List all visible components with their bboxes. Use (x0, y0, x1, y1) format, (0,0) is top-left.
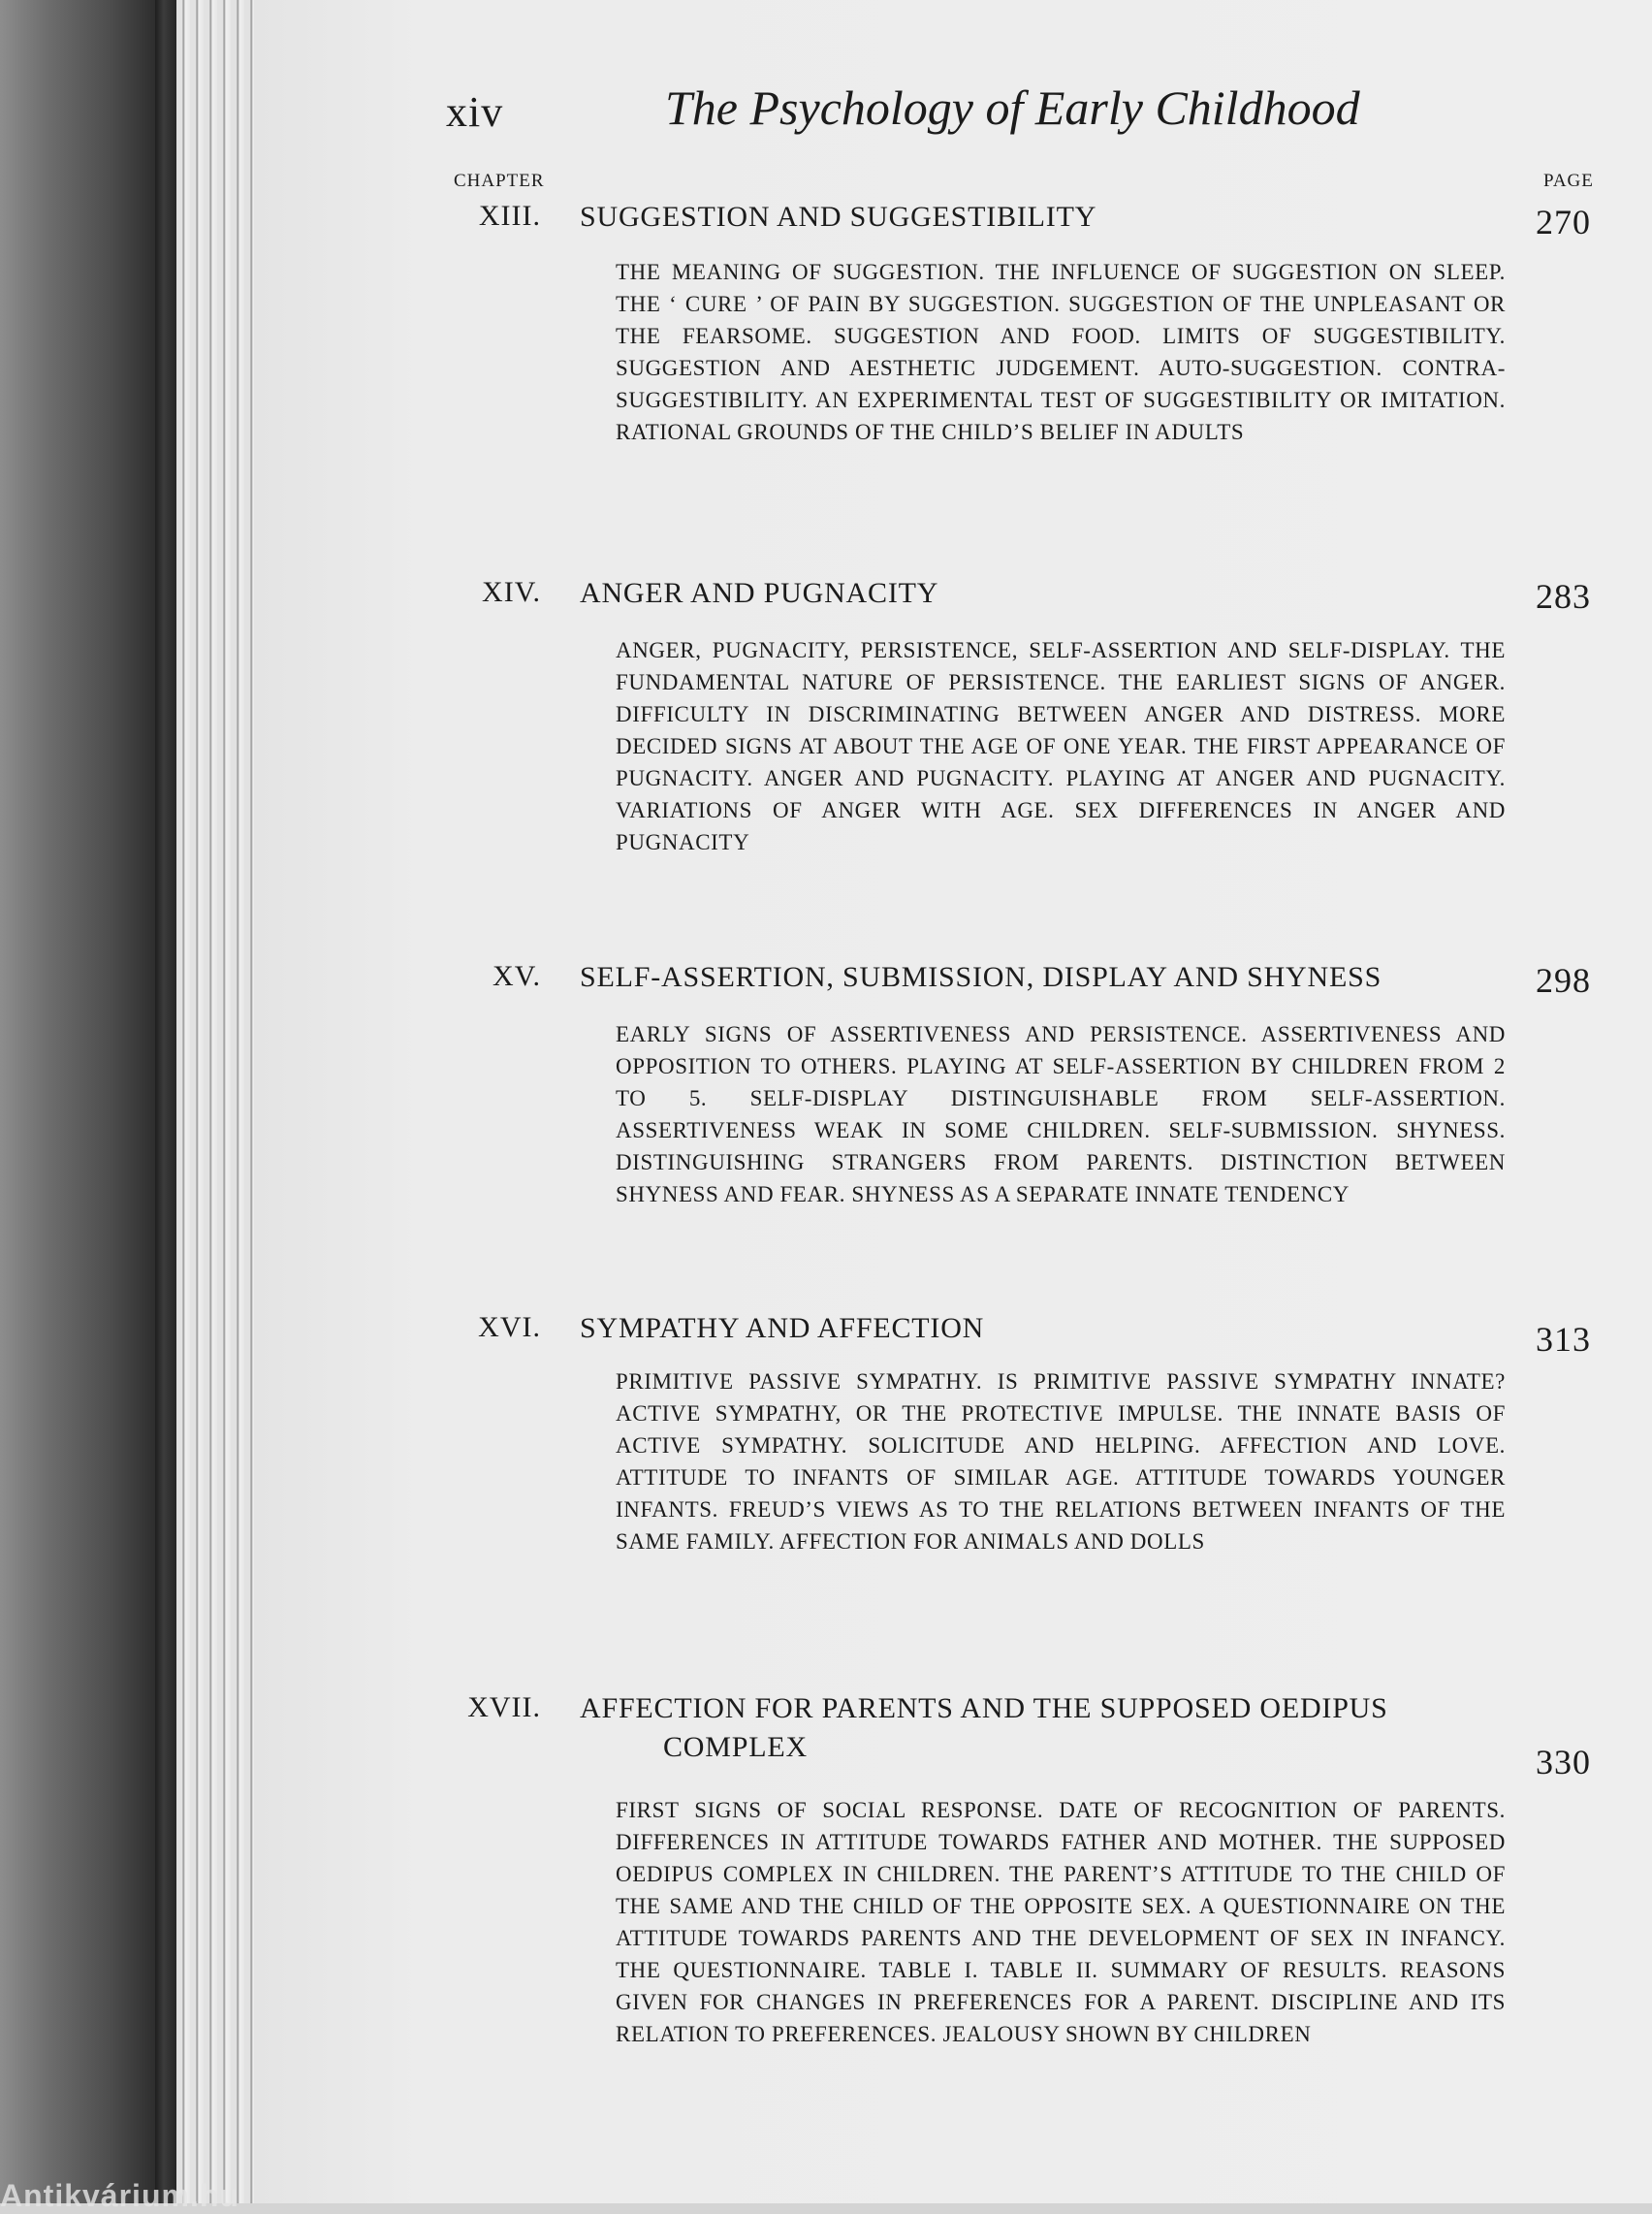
page-column-label: PAGE (1543, 171, 1594, 191)
chapter-title: ANGER AND PUGNACITY (580, 577, 939, 609)
background-surface (0, 0, 155, 2203)
chapter-title: SELF-ASSERTION, SUBMISSION, DISPLAY AND SHYNESS (580, 961, 1382, 993)
chapter-summary: FIRST SIGNS OF SOCIAL RESPONSE. DATE OF RECOGNITION OF PARENTS. DIFFERENCES IN ATTITUDE TOWARDS FATHER AND MOTHER. THE SUPPOSED OEDIPUS COMPLEX IN CHILDREN. THE PARENT’S ATTITUDE TO THE CHILD OF THE SAME AND THE CHILD OF THE OPPOSITE SEX. A QUESTIONNAIRE ON THE ATTITUDE TOWARDS PARENTS AND THE DEVELOPMENT OF SEX IN INFANCY. THE QUESTIONNAIRE. TABLE I. TABLE II. SUMMARY OF RESULTS. REASONS GIVEN FOR CHANGES IN PREFERENCES FOR A PARENT. DISCIPLINE AND ITS RELATION TO PREFERENCES. JEALOUSY SHOWN BY CHILDREN (616, 1798, 1506, 2046)
chapter-summary: THE MEANING OF SUGGESTION. THE INFLUENCE OF SUGGESTION ON SLEEP. THE ‘ CURE ’ OF PAIN BY SUGGESTION. SUGGESTION OF THE UNPLEASANT OR THE FEARSOME. SUGGESTION AND FOOD. LIMITS OF SUGGESTIBILITY. SUGGESTION AND AESTHETIC JUDGEMENT. AUTO-SUGGESTION. CONTRA-SUGGESTIBILITY. AN EXPERIMENTAL TEST OF SUGGESTIBILITY OR IMITATION. RATIONAL GROUNDS OF THE CHILD’S BELIEF IN ADULTS (616, 260, 1506, 444)
chapter-title-line: AFFECTION FOR PARENTS AND THE SUPPOSED OEDIPUS (580, 1692, 1388, 1724)
chapter-title: SYMPATHY AND AFFECTION (580, 1312, 985, 1344)
chapter-number: XIV. (482, 576, 541, 608)
running-title: The Psychology of Early Childhood (665, 80, 1360, 135)
chapter-number: XVII. (467, 1691, 541, 1723)
watermark: Antikvárium.hu (0, 2178, 239, 2213)
chapter-number: XVI. (478, 1311, 541, 1343)
page-number: 313 (1536, 1320, 1591, 1359)
page-number: 283 (1536, 577, 1591, 616)
chapter-summary: PRIMITIVE PASSIVE SYMPATHY. IS PRIMITIVE PASSIVE SYMPATHY INNATE? ACTIVE SYMPATHY, OR THE PROTECTIVE IMPULSE. THE INNATE BASIS OF ACTIVE SYMPATHY. SOLICITUDE AND HELPING. AFFECTION AND LOVE. ATTITUDE TO INFANTS OF SIMILAR AGE. ATTITUDE TOWARDS YOUNGER INFANTS. FREUD’S VIEWS AS TO THE RELATIONS BETWEEN INFANTS OF THE SAME FAMILY. AFFECTION FOR ANIMALS AND DOLLS (616, 1369, 1506, 1554)
book-spine (155, 0, 176, 2203)
chapter-title (580, 1689, 1510, 1767)
page-number: 270 (1536, 203, 1591, 241)
page-number: 330 (1536, 1743, 1591, 1781)
chapter-number: XV. (492, 960, 541, 992)
chapter-title: SUGGESTION AND SUGGESTIBILITY (580, 201, 1097, 233)
chapter-summary: ANGER, PUGNACITY, PERSISTENCE, SELF-ASSERTION AND SELF-DISPLAY. THE FUNDAMENTAL NATURE OF PERSISTENCE. THE EARLIEST SIGNS OF ANGER. DIFFICULTY IN DISCRIMINATING BETWEEN ANGER AND DISTRESS. MORE DECIDED SIGNS AT ABOUT THE AGE OF ONE YEAR. THE FIRST APPEARANCE OF PUGNACITY. ANGER AND PUGNACITY. PLAYING AT ANGER AND PUGNACITY. VARIATIONS OF ANGER WITH AGE. SEX DIFFERENCES IN ANGER AND PUGNACITY (616, 638, 1506, 854)
page-number: 298 (1536, 961, 1591, 1000)
chapter-number: XIII. (478, 200, 541, 232)
page-folio: xiv (446, 88, 504, 136)
chapter-summary: EARLY SIGNS OF ASSERTIVENESS AND PERSISTENCE. ASSERTIVENESS AND OPPOSITION TO OTHERS. PLAYING AT SELF-ASSERTION BY CHILDREN FROM 2 TO 5. SELF-DISPLAY DISTINGUISHABLE FROM SELF-ASSERTION. ASSERTIVENESS WEAK IN SOME CHILDREN. SELF-SUBMISSION. SHYNESS. DISTINGUISHING STRANGERS FROM PARENTS. DISTINCTION BETWEEN SHYNESS AND FEAR. SHYNESS AS A SEPARATE INNATE TENDENCY (616, 1022, 1506, 1206)
chapter-title-continuation: COMPLEX (663, 1731, 808, 1763)
chapter-column-label: CHAPTER (454, 171, 545, 191)
